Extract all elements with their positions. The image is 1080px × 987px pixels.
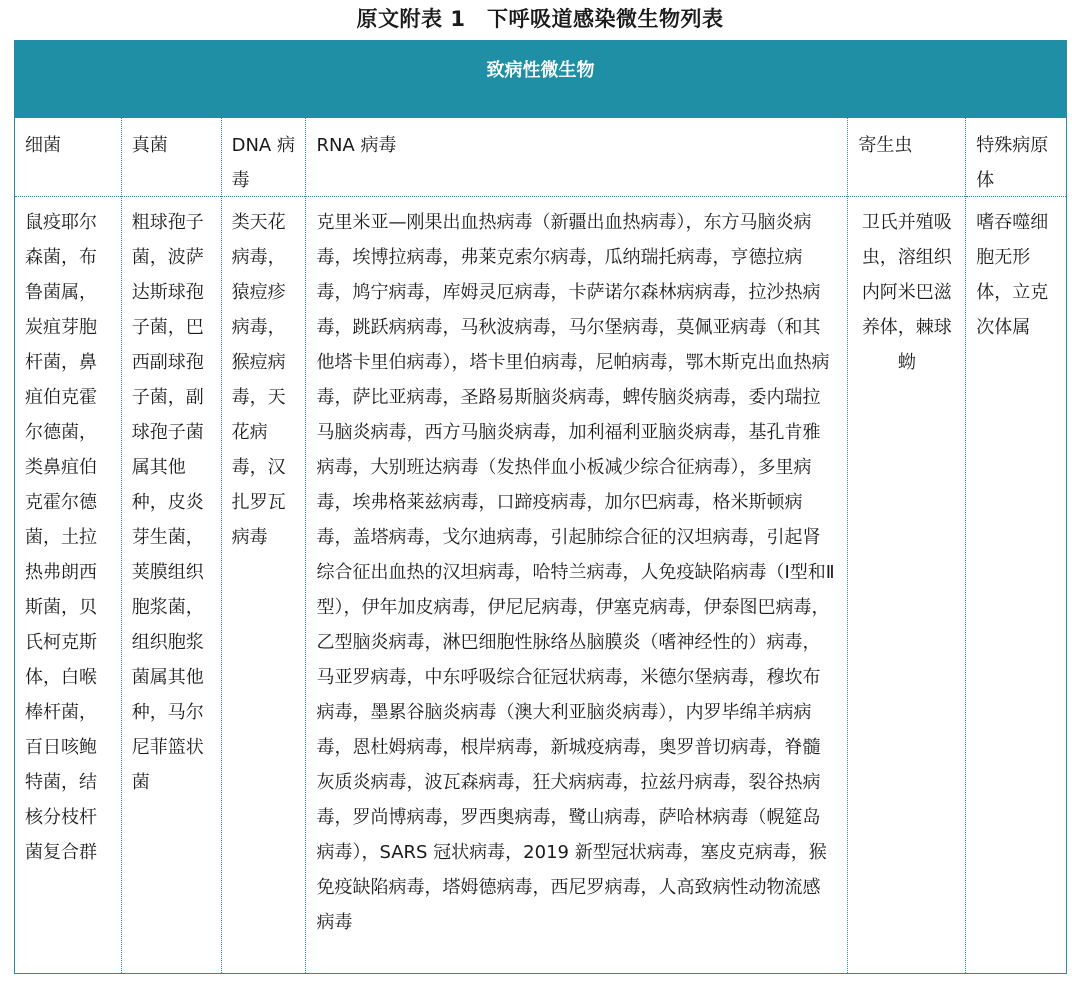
column-cell-fungi: 粗球孢子菌，波萨达斯球孢子菌，巴西副球孢子菌，副球孢子菌属其他种，皮炎芽生菌，荚膜组织胞浆菌，组织胞浆菌属其他种，马尔尼菲篮状菌	[131, 212, 204, 793]
column-special	[966, 118, 1066, 973]
column-header-special: 特殊病原体	[966, 118, 1066, 197]
column-dna-virus	[222, 118, 307, 973]
column-cell-bacteria: 鼠疫耶尔森菌，布鲁菌属，炭疽芽胞杆菌，鼻疽伯克霍尔德菌，类鼻疽伯克霍尔德菌，土拉热弗朗西斯菌，贝氏柯克斯体，白喉棒杆菌，百日咳鲍特菌，结核分枝杆菌复合群	[25, 212, 97, 863]
column-cell-rna-virus: 克里米亚—刚果出血热病毒（新疆出血热病毒），东方马脑炎病毒，埃博拉病毒，弗莱克索尔病毒，瓜纳瑞托病毒，亨德拉病毒，鸠宁病毒，库姆灵厄病毒，卡萨诺尔森林病病毒，拉沙热病毒，跳跃病病毒，马秋波病毒，马尔堡病毒，莫佩亚病毒（和其他塔卡里伯病毒），塔卡里伯病毒，尼帕病毒，鄂木斯克出血热病毒，萨比亚病毒，圣路易斯脑炎病毒，蜱传脑炎病毒，委内瑞拉马脑炎病毒，西方马脑炎病毒，加利福利亚脑炎病毒，基孔肯雅病毒，大别班达病毒（发热伴血小板减少综合征病毒），多里病毒，埃弗格莱兹病毒，口蹄疫病毒，加尔巴病毒，格米斯顿病毒，盖塔病毒，戈尔迪病毒，引起肺综合征的汉坦病毒，引起肾综合征出血热的汉坦病毒，哈特兰病毒，人免疫缺陷病毒（Ⅰ型和Ⅱ型），伊年加皮病毒，伊尼尼病毒，伊塞克病毒，伊泰图巴病毒，乙型脑炎病毒，淋巴细胞性脉络丛脑膜炎（嗜神经性的）病毒，马亚罗病毒，中东呼吸综合征冠状病毒，米德尔堡病毒，穆坎布病毒，墨累谷脑炎病毒（澳大利亚脑炎病毒），内罗毕绵羊病病毒，恩杜姆病毒，根岸病毒，新城疫病毒，奥罗普切病毒，脊髓灰质炎病毒，波瓦森病毒，狂犬病病毒，拉兹丹病毒，裂谷热病毒，罗尚博病毒，罗西奥病毒，鹭山病毒，萨哈林病毒（幌筵岛病毒），SARS 冠状病毒，2019 新型冠状病毒，塞皮克病毒，猴免疫缺陷病毒，塔姆德病毒，西尼罗病毒，人高致病性动物流感病毒	[316, 212, 835, 933]
microbe-table	[14, 40, 1067, 974]
column-parasites	[848, 118, 966, 973]
column-cell-special: 嗜吞噬细胞无形体，立克次体属	[976, 212, 1049, 338]
column-header-bacteria: 细菌	[15, 118, 121, 197]
column-bacteria	[15, 118, 122, 973]
column-header-rna-virus: RNA 病毒	[306, 118, 847, 197]
column-cell-parasites: 卫氏并殖吸虫，溶组织内阿米巴滋养体，棘球蚴	[861, 212, 952, 373]
table-banner: 致病性微生物	[15, 41, 1066, 118]
column-fungi	[122, 118, 222, 973]
column-header-fungi: 真菌	[122, 118, 221, 197]
table-columns	[15, 118, 1066, 973]
column-header-dna-virus: DNA 病毒	[222, 118, 306, 197]
column-rna-virus	[306, 118, 848, 973]
column-cell-dna-virus: 类天花病毒，猿痘疹病毒，猴痘病毒，天花病毒，汉扎罗瓦病毒	[231, 212, 286, 548]
page-title: 原文附表 1 下呼吸道感染微生物列表	[356, 7, 724, 31]
column-header-parasites: 寄生虫	[848, 118, 965, 197]
